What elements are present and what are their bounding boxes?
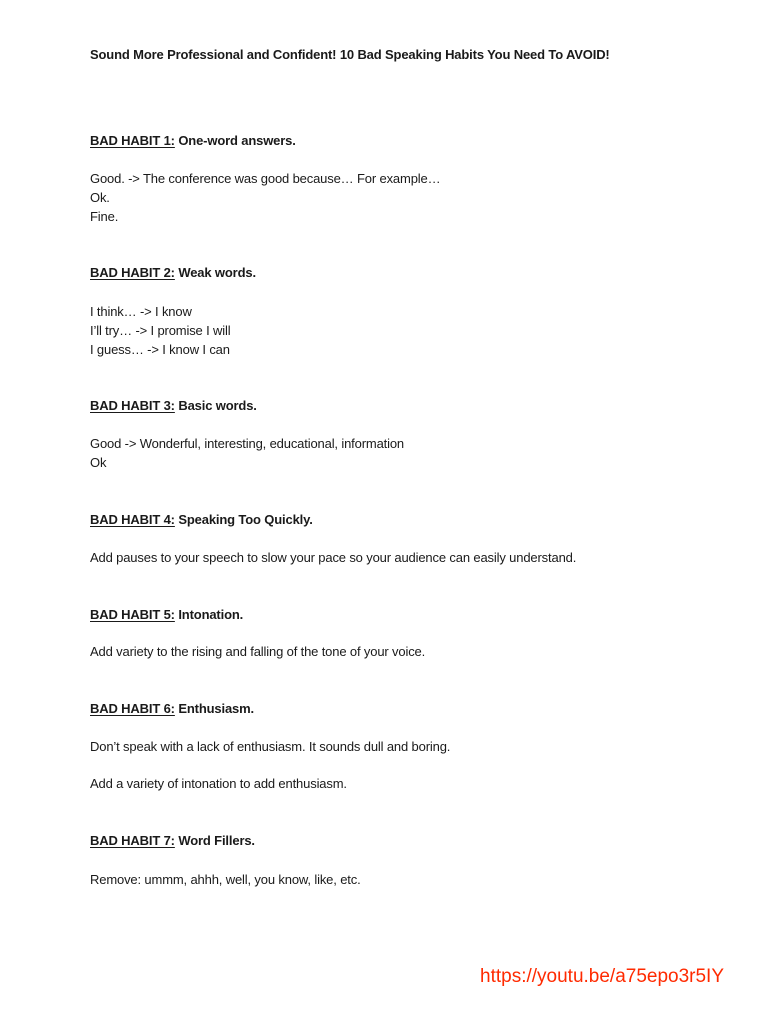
- habit-1-label: BAD HABIT 1:: [90, 133, 175, 148]
- habit-6-title: Enthusiasm.: [178, 701, 254, 716]
- habit-4-line-1: Add pauses to your speech to slow your pace so your audience can easily understand.: [90, 550, 577, 565]
- habit-1-title: One-word answers.: [178, 133, 296, 148]
- habit-7-label: BAD HABIT 7:: [90, 833, 175, 848]
- habit-5-heading: [90, 607, 243, 623]
- habit-3-line-2: Ok: [90, 455, 107, 470]
- habit-5-line-1: Add variety to the rising and falling of the tone of your voice.: [90, 644, 426, 659]
- video-link[interactable]: https://youtu.be/a75epo3r5IY: [480, 966, 725, 987]
- habit-1-line-3: Fine.: [90, 209, 119, 224]
- habit-1-line-2: Ok.: [90, 190, 110, 205]
- habit-5-label: BAD HABIT 5:: [90, 607, 175, 622]
- habit-3-line-1: Good -> Wonderful, interesting, educational, information: [90, 436, 405, 451]
- habit-3-label: BAD HABIT 3:: [90, 398, 175, 413]
- document-title: Sound More Professional and Confident! 10 Bad Speaking Habits You Need To AVOID!: [90, 47, 610, 62]
- habit-2-label: BAD HABIT 2:: [90, 265, 175, 280]
- habit-7-line-1: Remove: ummm, ahhh, well, you know, like, etc.: [90, 872, 361, 887]
- habit-2-title: Weak words.: [178, 265, 256, 280]
- habit-4-label: BAD HABIT 4:: [90, 512, 175, 527]
- habit-2-heading: [90, 265, 256, 281]
- habit-6-line-1: Don’t speak with a lack of enthusiasm. It sounds dull and boring.: [90, 739, 451, 754]
- habit-4-title: Speaking Too Quickly.: [178, 512, 313, 527]
- habit-1-heading: [90, 133, 296, 149]
- habit-2-line-2: I’ll try… -> I promise I will: [90, 323, 231, 338]
- habit-3-heading: [90, 398, 257, 414]
- habit-7-heading: [90, 833, 255, 849]
- habit-2-line-1: I think… -> I know: [90, 304, 192, 319]
- habit-6-line-2: Add a variety of intonation to add enthusiasm.: [90, 776, 347, 791]
- habit-6-heading: [90, 701, 254, 717]
- habit-4-heading: [90, 512, 313, 528]
- habit-6-label: BAD HABIT 6:: [90, 701, 175, 716]
- habit-5-title: Intonation.: [178, 607, 244, 622]
- habit-3-title: Basic words.: [178, 398, 257, 413]
- habit-7-title: Word Fillers.: [178, 833, 255, 848]
- habit-2-line-3: I guess… -> I know I can: [90, 342, 230, 357]
- habit-1-line-1: Good. -> The conference was good because… For example…: [90, 171, 441, 186]
